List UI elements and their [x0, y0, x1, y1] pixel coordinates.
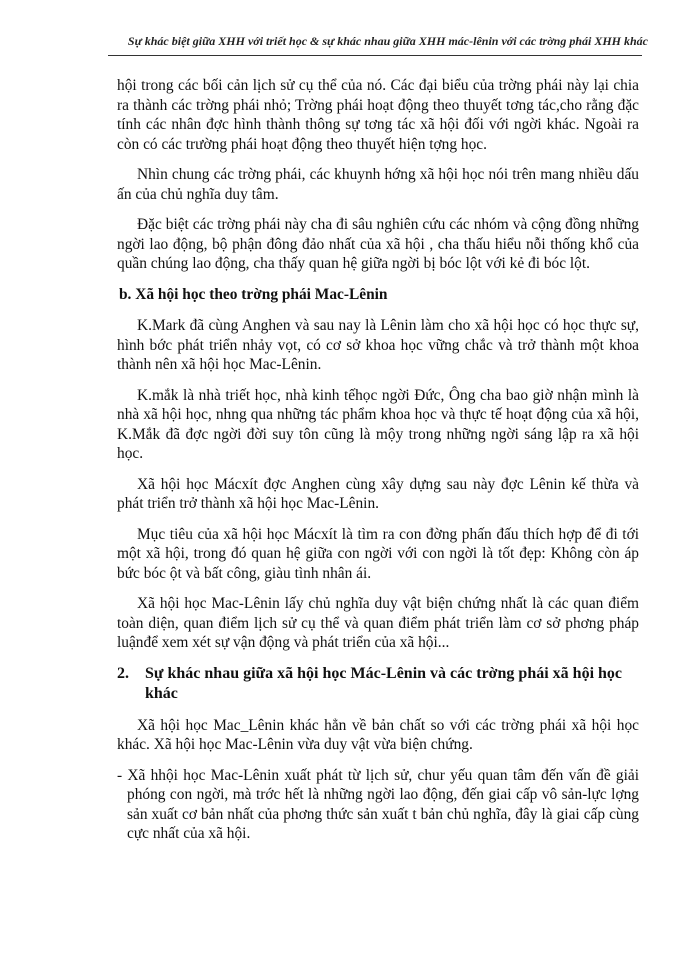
paragraph-5: K.mắk là nhà triết học, nhà kinh tếhọc ngời Đức, Ông cha bao giờ nhận mình là nhà xã hội học, nhng qua những tác phẩm khoa học và thực tế hoạt động của xã hội, K.Mắk đã đợc ngời đời suy tôn cũng là mộy trong những ngời sáng lập ra xã hội học.	[117, 386, 639, 462]
header-divider	[108, 55, 642, 56]
paragraph-2: Nhìn chung các trờng phái, các khuynh hớng xã hội học nói trên mang nhiều dấu ấn của chủ nghĩa duy tâm.	[117, 166, 639, 203]
paragraph-10: - Xã hhội học Mac-Lênin xuất phát từ lịch sử, chur yếu quan tâm đến vấn đề giải phóng con ngời, mà trớc hết là những ngời lao động, đến giai cấp vô sản-lực lợng sản xuất cơ bản nhất của phơng thức sản xuất t bản chủ nghĩa, đây là giai cấp cùng cực nhất của xã hội.	[117, 766, 639, 842]
paragraph-4: K.Mark đã cùng Anghen và sau nay là Lênin làm cho xã hội học có học thực sự, hình bớc phát triển nhảy vọt, có cơ sở khoa học vững chắc và trở thành một khoa thành nên xã hội học Mac-Lênin.	[117, 317, 639, 373]
paragraph-3: Đặc biệt các trờng phái này cha đi sâu nghiên cứu các nhóm và cộng đồng những ngời lao động, bộ phận đông đảo nhất của xã hội , cha thấu hiểu nỗi thống khổ của quần chúng lao động, cha thấy quan hệ giữa ngời bị bóc lột với kẻ đi bóc lột.	[117, 216, 639, 272]
paragraph-6: Xã hội học Mácxít đợc Anghen cùng xây dựng sau này đợc Lênin kế thừa và phát triển trở thành xã hội học Mac-Lênin.	[117, 475, 639, 512]
section-heading-2	[117, 664, 639, 704]
running-header: Sự khác biệt giữa XHH với triết học & sự khác nhau giữa XHH mác-lênin với các trờng phái XHH khác	[127, 34, 648, 48]
paragraph-8: Xã hội học Mac-Lênin lấy chủ nghĩa duy vật biện chứng nhất là các quan điểm toàn diện, quan điểm lịch sử cụ thể và quan điểm phát triển làm cơ sở phơng pháp luậnđể xem xét sự vận động và phát triển của xã hội...	[117, 595, 639, 651]
paragraph-9: Xã hội học Mac_Lênin khác hẳn về bản chất so với các trờng phái xã hội học khác. Xã hội học Mac-Lênin vừa duy vật vừa biện chứng.	[117, 716, 639, 753]
section-heading-b: b. Xã hội học theo trờng phái Mac-Lênin	[119, 285, 388, 303]
section-title: Sự khác nhau giữa xã hội học Mác-Lênin và các trờng phái xã hội học khác	[145, 664, 623, 702]
paragraph-7: Mục tiêu của xã hội học Mácxít là tìm ra con đờng phấn đấu thích hợp để đi tới một xã hội, trong đó quan hệ giữa con ngời với con ngời là tốt đẹp: Không còn áp bức bóc ột và bất công, giàu tình nhân ái.	[117, 525, 639, 582]
paragraph-1: hội trong các bối cản lịch sử cụ thể của nó. Các đại biểu của trờng phái này lại chia ra thành các trờng phái nhỏ; Trờng phái hoạt động theo thuyết tơng tác,cho rằng đặc tính các nhân đợc hình thành thông sự tơng tác xã hội đối với ngời khác. Ngoài ra còn có các trường phái hoạt động theo thuyết hiện tợng học.	[117, 77, 639, 153]
section-number: 2.	[117, 664, 129, 682]
page-body	[117, 76, 639, 855]
